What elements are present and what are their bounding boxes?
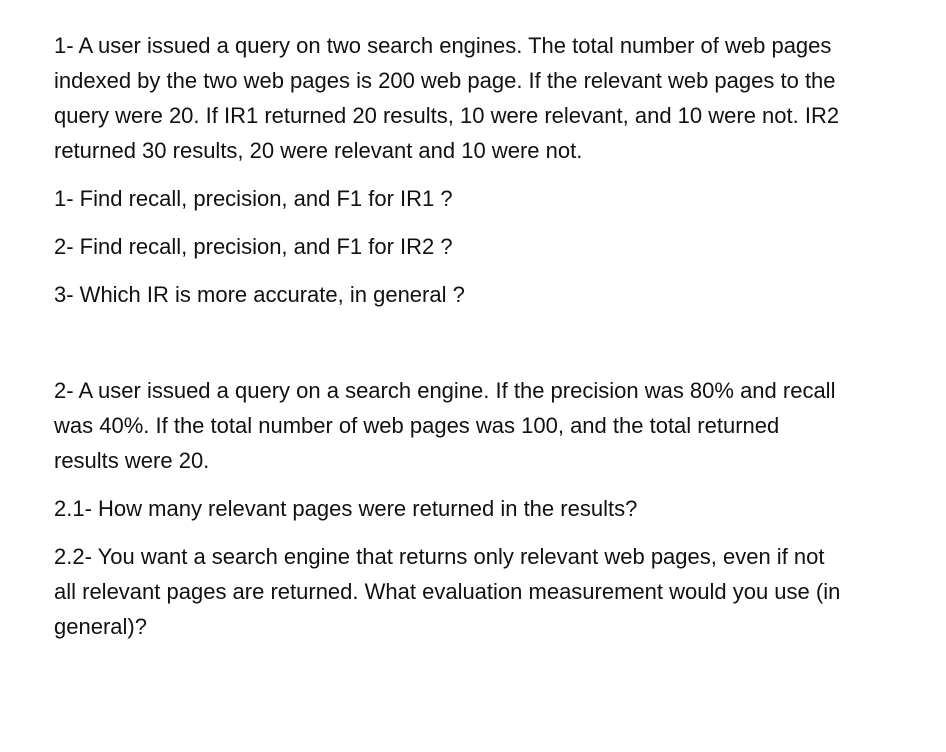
document-body xyxy=(54,28,844,644)
question-1-intro: 1- A user issued a query on two search engines. The total number of web pages indexed by the two web pages is 200 web page. If the relevant web pages to the query were 20. If IR1 returned 20 results, 10 were relevant, and 10 were not. IR2 returned 30 results, 20 were relevant and 10 were not. xyxy=(54,33,840,163)
question-2-part-2: 2.2- You want a search engine that returns only relevant web pages, even if not all relevant pages are returned. What evaluation measurement would you use (in general)? xyxy=(54,544,841,639)
question-2-intro: 2- A user issued a query on a search engine. If the precision was 80% and recall was 40%. If the total number of web pages was 100, and the total returned results were 20. xyxy=(54,378,836,473)
question-1-part-1: 1- Find recall, precision, and F1 for IR1 ? xyxy=(54,186,453,211)
question-2-part-1: 2.1- How many relevant pages were returned in the results? xyxy=(54,496,638,521)
section-spacer xyxy=(54,325,844,373)
question-1-part-2: 2- Find recall, precision, and F1 for IR2 ? xyxy=(54,234,453,259)
question-1-part-3: 3- Which IR is more accurate, in general ? xyxy=(54,282,465,307)
